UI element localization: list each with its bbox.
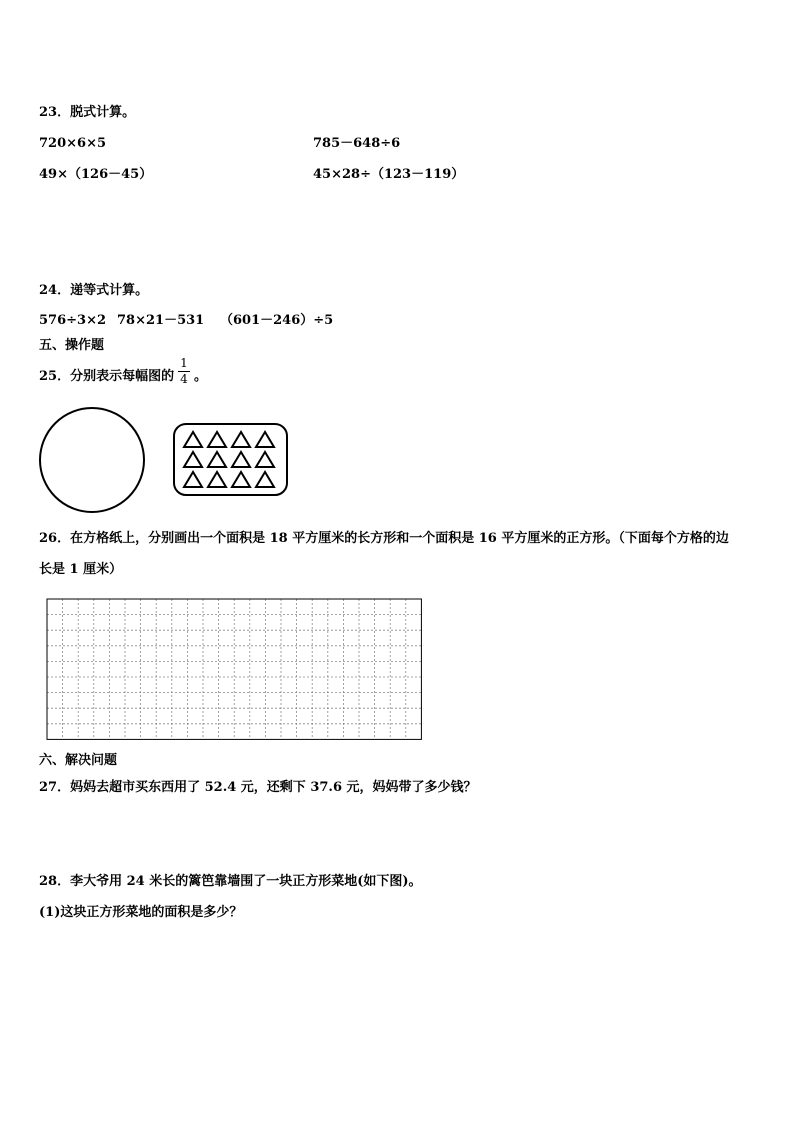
q28-sub-question-1: (1)这块正方形菜地的面积是多少？ — [39, 905, 243, 920]
triangle-shape — [184, 472, 202, 487]
triangle-shape — [208, 432, 226, 447]
q25-fraction — [178, 357, 190, 386]
q25-title-end: 。 — [194, 369, 208, 384]
q23-expr-4: 45×28÷（123－119） — [313, 167, 465, 182]
q24-expr-1: 576÷3×2 — [39, 313, 107, 328]
q25-title: 25．分别表示每幅图的 — [39, 369, 175, 384]
triangle-shape — [184, 432, 202, 447]
triangle-shape — [256, 472, 274, 487]
triangle-shape — [256, 452, 274, 467]
q23-expr-3: 49×（126－45） — [39, 167, 153, 182]
fraction-numerator: 1 — [180, 356, 188, 370]
q26-line-1: 26．在方格纸上，分别画出一个面积是 18 平方厘米的长方形和一个面积是 16 平方厘米的正方形。（下面每个方格的边 — [39, 531, 729, 546]
q23-expr-2: 785－648÷6 — [313, 136, 401, 151]
q24-title: 24．递等式计算。 — [39, 283, 149, 298]
triangle-shape — [184, 452, 202, 467]
q26-square-grid — [46, 598, 424, 742]
q25-circle-figure — [36, 405, 148, 517]
section-heading-5: 五、操作题 — [39, 338, 105, 353]
circle-shape — [40, 408, 144, 512]
q28-title: 28．李大爷用 24 米长的篱笆靠墙围了一块正方形菜地(如下图)。 — [39, 874, 422, 889]
fraction-denominator: 4 — [180, 372, 188, 386]
q26-line-2: 长是 1 厘米） — [39, 562, 123, 577]
q24-expr-2: 78×21－531 — [117, 313, 205, 328]
q24-expr-3: （601－246）÷5 — [220, 313, 334, 328]
triangle-shape — [208, 472, 226, 487]
q25-triangles-figure — [173, 423, 289, 497]
q23-title: 23．脱式计算。 — [39, 105, 136, 120]
triangle-shape — [232, 452, 250, 467]
triangle-shape — [232, 432, 250, 447]
triangle-shape — [256, 432, 274, 447]
triangle-shape — [232, 472, 250, 487]
q27-text: 27．妈妈去超市买东西用了 52.4 元，还剩下 37.6 元，妈妈带了多少钱？ — [39, 780, 477, 795]
triangle-shape — [208, 452, 226, 467]
q23-expr-1: 720×6×5 — [39, 136, 107, 151]
section-heading-6: 六、解决问题 — [39, 753, 118, 768]
